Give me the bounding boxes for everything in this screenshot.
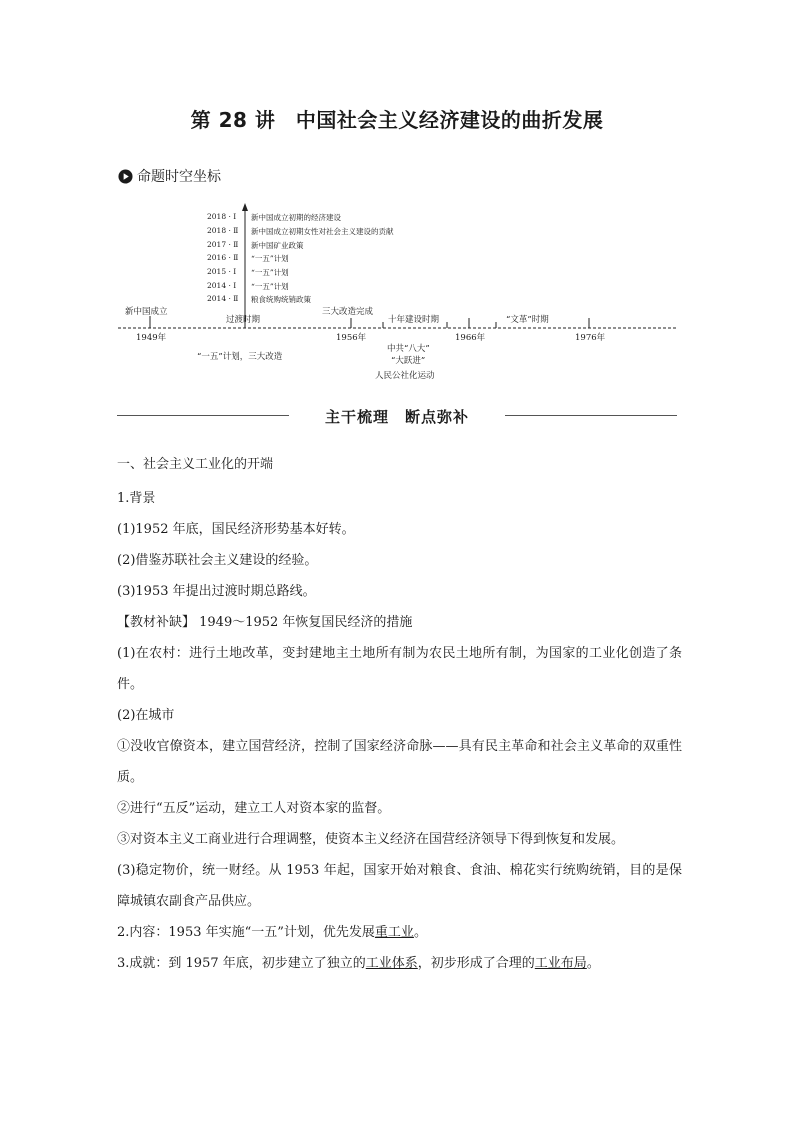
exam-topic: 粮食统购统销政策 <box>251 295 311 304</box>
section-heading-text: 命题时空坐标 <box>137 169 221 185</box>
main-content <box>117 449 682 979</box>
timeline-lines <box>0 0 794 390</box>
heading-industrialization: 一、社会主义工业化的开端 <box>117 457 274 472</box>
urban-title: (2)在城市 <box>117 708 175 723</box>
exam-topic: “一五”计划 <box>251 282 289 291</box>
year-1966: 1966年 <box>455 333 486 343</box>
section-divider <box>117 400 677 430</box>
urban-item: ②进行“五反”运动，建立工人对资本家的监督。 <box>117 801 391 816</box>
background-item: (2)借鉴苏联社会主义建设的经验。 <box>117 553 318 568</box>
background-title: 1.背景 <box>117 491 156 506</box>
urban-item: ①没收官僚资本，建立国营经济，控制了国家经济命脉——具有民主革命和社会主义革命的双重性质。 <box>117 739 682 785</box>
background-item: (1)1952 年底，国民经济形势基本好转。 <box>117 522 355 537</box>
label-three-reforms-done: 三大改造完成 <box>322 307 374 317</box>
label-people-commune: 人民公社化运动 <box>375 371 435 381</box>
achievement-text: 3.成就：到 1957 年底，初步建立了独立的 <box>117 956 366 971</box>
textbook-supplement: 【教材补缺】 1949～1952 年恢复国民经济的措施 <box>117 615 413 630</box>
divider-line-right <box>505 415 677 416</box>
urban-item: ③对资本主义工商业进行合理调整，使资本主义经济在国营经济领导下得到恢复和发展。 <box>117 832 625 847</box>
exam-topic: 新中国矿业政策 <box>251 241 304 250</box>
exam-topic: 新中国成立初期的经济建设 <box>251 213 341 222</box>
exam-year: 2015 · Ⅰ <box>207 267 237 276</box>
exam-year: 2016 · Ⅱ <box>207 253 239 262</box>
label-ten-years: 十年建设时期 <box>388 315 440 325</box>
content-line <box>117 917 682 948</box>
exam-year: 2014 · Ⅰ <box>207 281 237 290</box>
underlined-term: 重工业 <box>374 925 414 940</box>
exam-topic: “一五”计划 <box>251 254 289 263</box>
divider-title: 主干梳理 断点弥补 <box>324 408 469 426</box>
year-1976: 1976年 <box>575 333 606 343</box>
exam-topic: 新中国成立初期女性对社会主义建设的贡献 <box>251 227 394 236</box>
background-item: (3)1953 年提出过渡时期总路线。 <box>117 584 316 599</box>
content-text: 2.内容：1953 年实施“一五”计划，优先发展 <box>117 925 375 940</box>
label-first-five-year-plan: “一五”计划，三大改造 <box>197 352 283 362</box>
content-text: 。 <box>413 925 427 940</box>
label-great-leap: “大跃进” <box>391 356 426 366</box>
exam-year: 2018 · Ⅱ <box>207 226 239 235</box>
timeline-diagram <box>0 0 794 390</box>
page-title: 第 28 讲 中国社会主义经济建设的曲折发展 <box>190 108 604 132</box>
label-transition: 过渡时期 <box>226 315 261 325</box>
label-eighth-congress: 中共“八大” <box>387 344 430 354</box>
exam-year: 2017 · Ⅱ <box>207 240 239 249</box>
label-founding: 新中国成立 <box>125 307 168 317</box>
achievement-text: ，初步形成了合理的 <box>417 956 535 971</box>
achievement-line <box>117 948 682 979</box>
label-cultural-revolution: “文革”时期 <box>506 315 549 325</box>
exam-year: 2018 · Ⅰ <box>207 212 237 221</box>
achievement-text: 。 <box>586 956 600 971</box>
year-1956: 1956年 <box>336 333 367 343</box>
underlined-term: 工业体系 <box>365 956 418 971</box>
exam-year: 2014 · Ⅱ <box>207 294 239 303</box>
underlined-term: 工业布局 <box>534 956 587 971</box>
year-1949: 1949年 <box>136 333 167 343</box>
exam-topic: “一五”计划 <box>251 268 289 277</box>
rural-measures: (1)在农村：进行土地改革，变封建地主土地所有制为农民土地所有制，为国家的工业化创造了条件。 <box>117 646 682 692</box>
price-stabilization: (3)稳定物价，统一财经。从 1953 年起，国家开始对粮食、食油、棉花实行统购统销，目的是保障城镇农副食产品供应。 <box>117 863 682 909</box>
